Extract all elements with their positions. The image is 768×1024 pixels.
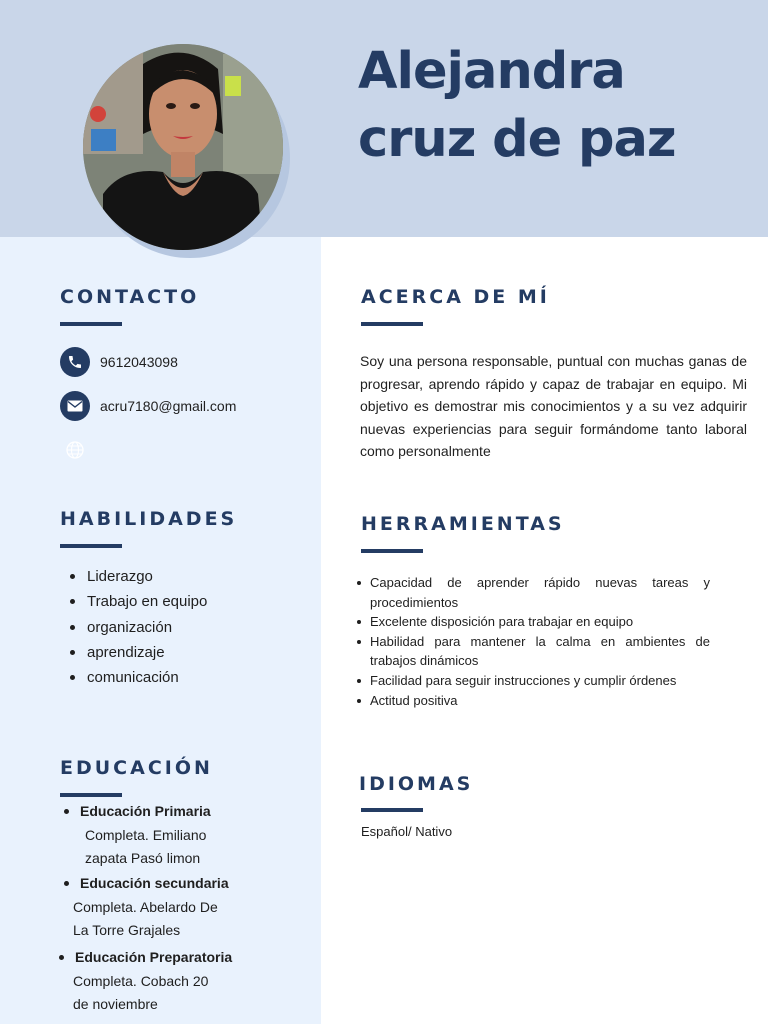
skills-rule: [60, 544, 122, 548]
education-item-line: Completa. Abelardo De: [73, 898, 218, 915]
education-title: EDUCACIÓN: [60, 757, 213, 779]
education-item-title: Educación Preparatoria: [59, 946, 232, 970]
contact-email: acru7180@gmail.com: [100, 398, 237, 414]
about-text: Soy una persona responsable, puntual con muchas ganas de progresar, aprendo rápido y capaz de trabajar en equipo. Mi objetivo es demostrar mis conocimientos y a su vez adquirir nuevas experiencias para seguir formándome tanto laboral como personalmente: [360, 353, 747, 460]
education-item-line: de noviembre: [73, 996, 158, 1012]
list-item: comunicación: [70, 665, 207, 690]
contact-phone: 9612043098: [100, 354, 178, 370]
about-title: ACERCA DE MÍ: [361, 286, 550, 308]
education-item-title: Educación Primaria: [64, 800, 211, 824]
profile-photo-image: [83, 44, 283, 250]
tools-rule: [361, 549, 423, 553]
list-item: Habilidad para mantener la calma en ambientes de trabajos dinámicos: [356, 632, 710, 671]
list-item: Facilidad para seguir instrucciones y cumplir órdenes: [356, 671, 710, 691]
education-item-title: Educación secundaria: [64, 872, 229, 896]
list-item: Trabajo en equipo: [70, 589, 207, 614]
phone-icon: [60, 347, 90, 377]
skills-title: HABILIDADES: [60, 508, 238, 530]
list-item: Actitud positiva: [356, 691, 710, 711]
languages-title: IDIOMAS: [359, 773, 474, 795]
education-item-line: La Torre Grajales: [73, 922, 181, 938]
education-item: [64, 872, 229, 943]
tools-title: HERRAMIENTAS: [361, 513, 565, 535]
education-rule: [60, 793, 122, 797]
list-item: aprendizaje: [70, 640, 207, 665]
list-item: organización: [70, 615, 207, 640]
list-item: Capacidad de aprender rápido nuevas tareas y procedimientos: [356, 573, 710, 612]
list-item: Excelente disposición para trabajar en equipo: [356, 612, 710, 632]
language-item: Español/ Nativo: [361, 824, 453, 839]
list-item: Liderazgo: [70, 564, 207, 589]
contact-email-row: [60, 391, 236, 421]
contact-title: CONTACTO: [60, 286, 200, 308]
name-line-1: Alejandra: [358, 42, 625, 101]
skills-list: [70, 564, 207, 690]
full-name: [358, 38, 676, 174]
education-item: [59, 946, 232, 1017]
contact-phone-row: [60, 347, 178, 377]
globe-icon: [65, 440, 85, 460]
profile-photo: [83, 44, 283, 250]
languages-rule: [361, 808, 423, 812]
envelope-icon: [60, 391, 90, 421]
name-line-2: cruz de paz: [358, 110, 676, 169]
education-item-line: zapata Pasó limon: [85, 850, 201, 866]
tools-list: [356, 573, 710, 710]
about-rule: [361, 322, 423, 326]
education-item-line: Completa. Cobach 20: [73, 972, 209, 989]
education-item-line: Completa. Emiliano: [85, 826, 207, 843]
contact-rule: [60, 322, 122, 326]
education-item: [64, 800, 211, 871]
